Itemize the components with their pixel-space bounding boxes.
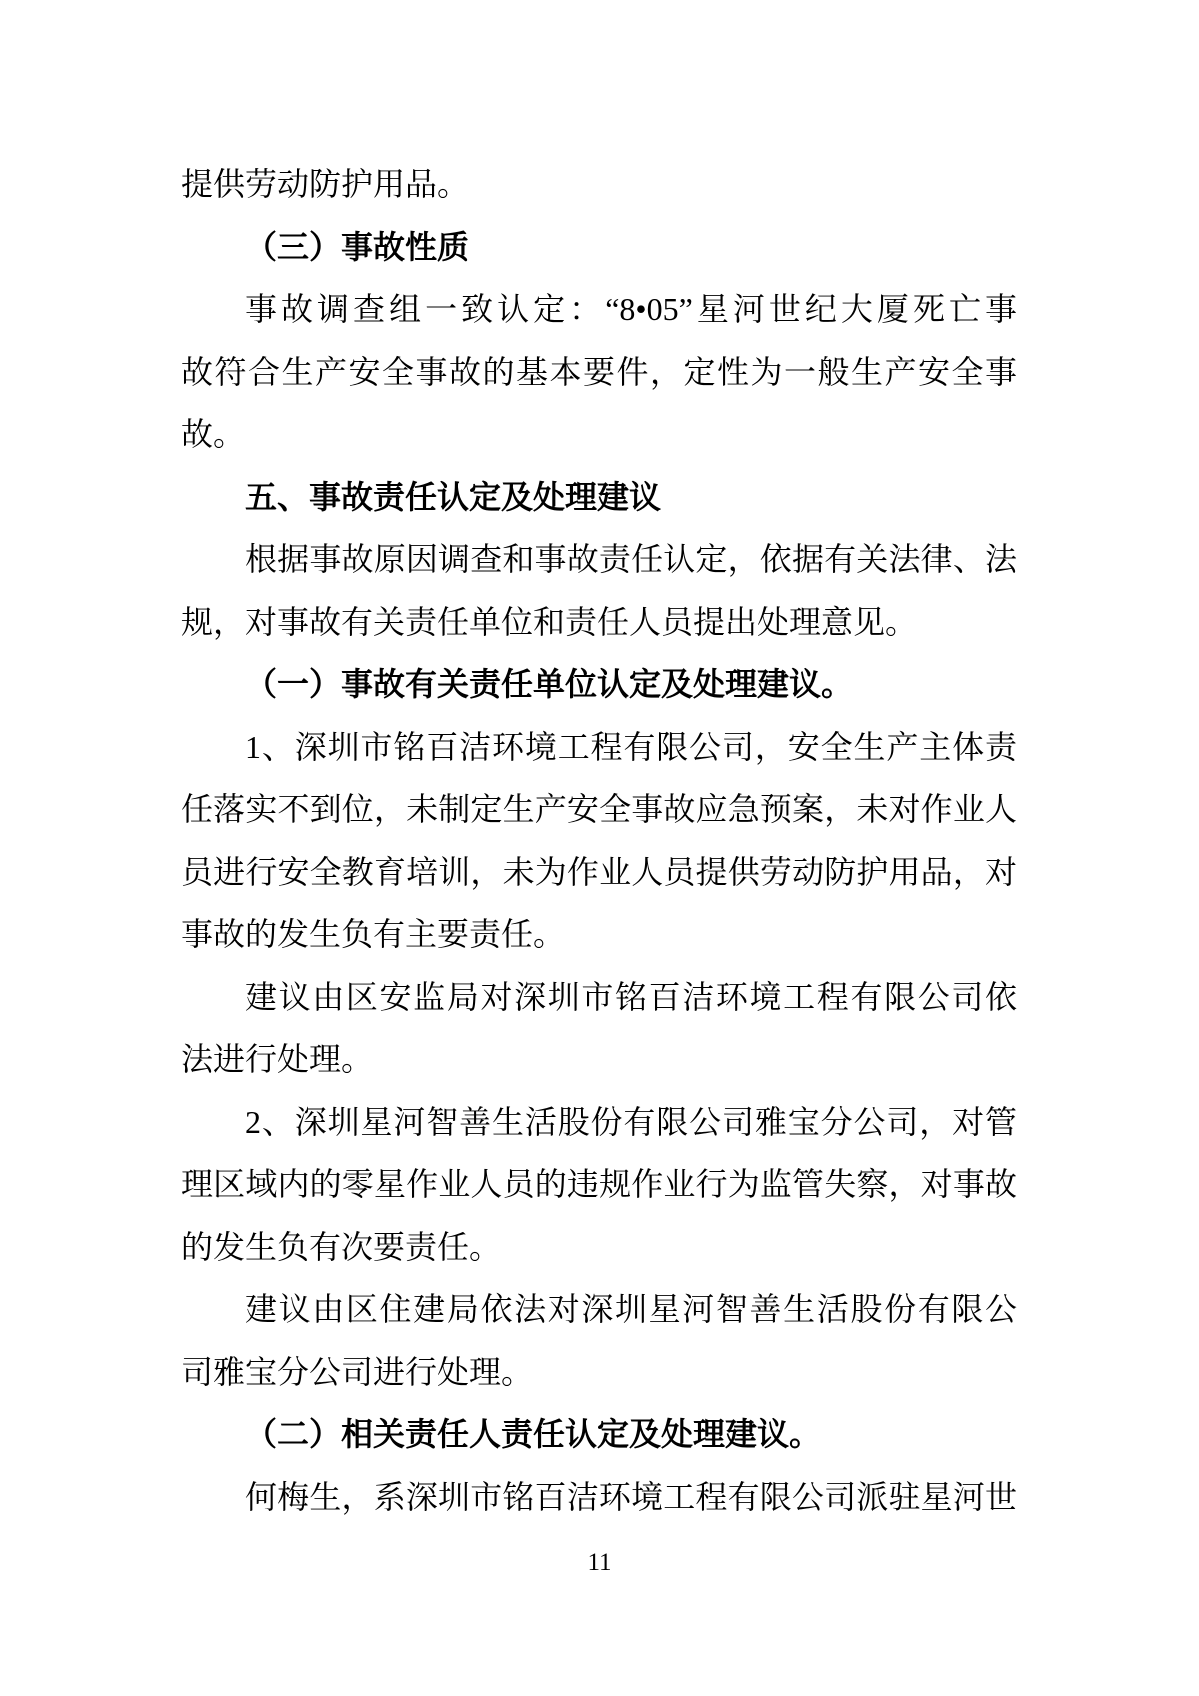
text-line: 何梅生，系深圳市铭百洁环境工程有限公司派驻星河世 [245,1478,1017,1515]
text-line: 提供劳动防护用品。 [181,166,470,202]
text-line: 建议由区住建局依法对深圳星河智善生活股份有限公 [245,1291,1017,1327]
text-line: 法进行处理。 [181,1041,374,1077]
heading-line: （三）事故性质 [245,228,470,265]
text-line: 2、深圳星河智善生活股份有限公司雅宝分公司，对管 [245,1103,1017,1140]
text-line: 司雅宝分公司进行处理。 [181,1353,534,1390]
heading-line: （一）事故有关责任单位认定及处理建议。 [245,666,854,702]
text-line: 故符合生产安全事故的基本要件，定性为一般生产安全事 [181,353,1017,390]
text-line: 规，对事故有关责任单位和责任人员提出处理意见。 [181,603,918,640]
text-line: 故。 [181,416,246,452]
heading-line: （二）相关责任人责任认定及处理建议。 [245,1416,822,1452]
text-line: 事故的发生负有主要责任。 [181,916,566,952]
text-line: 根据事故原因调查和事故责任认定，依据有关法律、法 [245,541,1017,577]
page-number: 11 [587,1549,612,1576]
page-footer [0,1547,1199,1579]
text-line: 事故调查组一致认定：“8•05”星河世纪大厦死亡事 [245,291,1017,327]
text-line: 1、深圳市铭百洁环境工程有限公司，安全生产主体责 [245,728,1017,765]
heading-line: 五、事故责任认定及处理建议 [245,478,662,515]
document-body [181,153,1017,1528]
text-line: 任落实不到位，未制定生产安全事故应急预案，未对作业人 [181,791,1017,827]
text-line: 员进行安全教育培训，未为作业人员提供劳动防护用品，对 [181,853,1017,890]
text-line: 的发生负有次要责任。 [181,1228,502,1265]
text-line: 理区域内的零星作业人员的违规作业行为监管失察，对事故 [181,1166,1017,1202]
text-line: 建议由区安监局对深圳市铭百洁环境工程有限公司依 [245,978,1017,1015]
